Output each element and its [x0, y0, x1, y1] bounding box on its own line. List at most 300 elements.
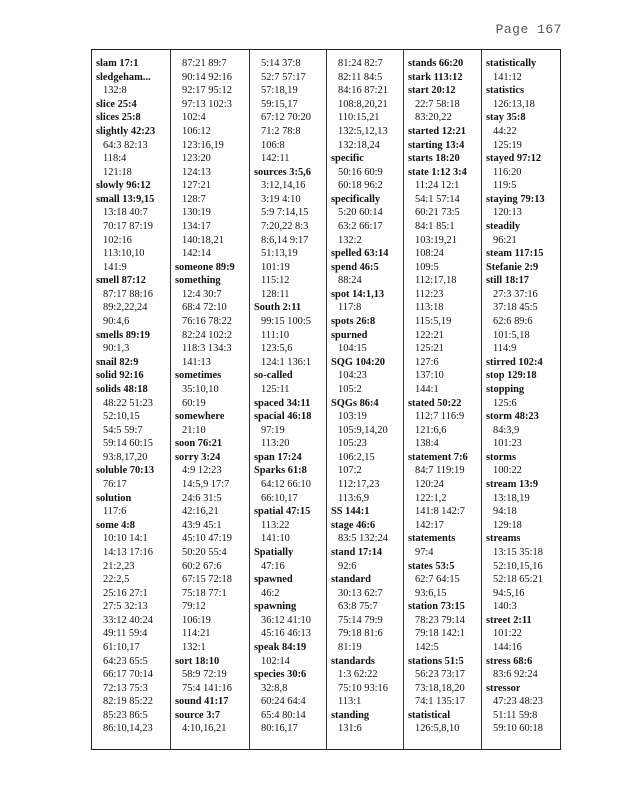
- index-reference: 134:17: [182, 221, 211, 232]
- index-term: specifically: [331, 193, 381, 205]
- index-term: state 1:12 3:4: [408, 166, 467, 178]
- index-reference: 102:16: [103, 234, 132, 246]
- index-reference: 64:12 66:10: [261, 479, 311, 490]
- index-reference: 65:4 80:14: [261, 709, 306, 721]
- index-reference: 21:10: [182, 424, 206, 436]
- index-term: street 2:11: [486, 614, 532, 626]
- index-reference: 47:16: [261, 560, 285, 572]
- index-reference: 108:8,20,21: [338, 98, 388, 110]
- index-reference: 8:6,14 9:17: [261, 234, 309, 246]
- index-reference: 48:22 51:23: [103, 397, 153, 409]
- index-reference: 101:5,18: [493, 329, 530, 341]
- index-reference: 112:17,18: [415, 275, 457, 287]
- index-reference: 117:8: [338, 302, 362, 314]
- index-reference: 63:2 66:17: [338, 221, 383, 232]
- index-reference: 142:11: [261, 153, 290, 165]
- index-reference: 97:4: [415, 546, 434, 558]
- index-reference: 68:4 72:10: [182, 302, 227, 314]
- index-reference: 112:7 116:9: [415, 411, 465, 423]
- index-reference: 115:5,19: [415, 316, 452, 327]
- index-term: soluble 70:13: [96, 465, 155, 477]
- index-reference: 5:14 37:8: [261, 58, 301, 69]
- index-reference: 71:2 78:8: [261, 125, 301, 137]
- page-number: Page 167: [495, 22, 562, 37]
- index-reference: 113:1: [338, 696, 362, 708]
- index-reference: 109:5: [415, 261, 439, 273]
- index-reference: 112:17,23: [338, 479, 380, 490]
- index-term: station 73:15: [408, 601, 465, 613]
- index-term: species 30:6: [254, 669, 307, 681]
- index-reference: 59:14 60:15: [103, 438, 153, 450]
- index-reference: 94:18: [493, 506, 517, 518]
- index-term: smell 87:12: [96, 275, 146, 287]
- index-reference: 140:3: [493, 601, 517, 613]
- index-reference: 50:16 60:9: [338, 166, 383, 178]
- index-reference: 102:4: [182, 112, 206, 124]
- index-reference: 132:8: [103, 85, 127, 97]
- index-reference: 106:2,15: [338, 451, 375, 463]
- index-reference: 115:12: [261, 275, 290, 287]
- index-term: spelled 63:14: [331, 248, 389, 260]
- index-reference: 83:20,22: [415, 112, 452, 124]
- index-reference: 75:14 79:9: [338, 614, 383, 626]
- index-reference: 14:5,9 17:7: [182, 479, 230, 490]
- index-reference: 61:10,17: [103, 641, 140, 653]
- index-term: stark 113:12: [408, 71, 463, 83]
- index-reference: 82:19 85:22: [103, 696, 153, 708]
- index-reference: 73:18,18,20: [415, 682, 465, 694]
- index-reference: 114:21: [182, 628, 211, 640]
- index-term: something: [175, 275, 221, 287]
- index-reference: 44:22: [493, 125, 517, 137]
- index-reference: 120:24: [415, 479, 444, 490]
- index-reference: 106:8: [261, 139, 285, 151]
- index-reference: 84:1 85:1: [415, 221, 455, 232]
- index-reference: 54:5 59:7: [103, 424, 143, 436]
- index-term: span 17:24: [254, 451, 302, 463]
- index-term: states 53:5: [408, 560, 455, 572]
- index-reference: 27:3 37:16: [493, 288, 538, 300]
- index-reference: 62:7 64:15: [415, 574, 460, 585]
- index-reference: 60:2 67:6: [182, 560, 222, 572]
- index-reference: 13:15 35:18: [493, 546, 543, 558]
- index-column-5: [403, 50, 482, 749]
- index-term: statistically: [486, 58, 537, 69]
- index-term: sorry 3:24: [175, 451, 221, 463]
- index-reference: 22:7 58:18: [415, 98, 460, 110]
- index-term: sound 41:17: [175, 696, 229, 708]
- index-reference: 32:8,8: [261, 682, 288, 694]
- index-term: stream 13:9: [486, 479, 539, 490]
- index-term: spacial 46:18: [254, 411, 312, 423]
- index-reference: 35:10,10: [182, 383, 219, 395]
- index-column-1: [92, 50, 170, 749]
- index-term: stay 35:8: [486, 112, 526, 124]
- index-term: solids 48:18: [96, 383, 148, 395]
- index-reference: 4:10,16,21: [182, 723, 227, 735]
- index-reference: 117:6: [103, 506, 127, 518]
- index-reference: 51:13,19: [261, 248, 298, 260]
- index-reference: 82:24 102:2: [182, 329, 232, 341]
- index-term: standards: [331, 655, 375, 667]
- index-reference: 64:23 65:5: [103, 655, 148, 667]
- index-term: SQG 104:20: [331, 356, 385, 368]
- index-reference: 54:1 57:14: [415, 193, 460, 205]
- index-reference: 13:18,19: [493, 492, 530, 504]
- index-term: specific: [331, 153, 364, 165]
- index-reference: 72:13 75:3: [103, 682, 148, 694]
- index-reference: 126:13,18: [493, 98, 535, 110]
- index-reference: 24:6 31:5: [182, 492, 222, 504]
- index-reference: 90:14 92:16: [182, 71, 232, 83]
- index-reference: 99:15 100:5: [261, 316, 311, 327]
- index-reference: 121:6,6: [415, 424, 447, 436]
- index-reference: 92:17 95:12: [182, 85, 232, 97]
- index-reference: 67:12 70:20: [261, 112, 311, 124]
- index-term: stated 50:22: [408, 397, 462, 409]
- index-reference: 101:19: [261, 261, 290, 273]
- index-reference: 93:8,17,20: [103, 451, 148, 463]
- index-reference: 101:22: [493, 628, 522, 640]
- index-term: spurned: [331, 329, 368, 341]
- index-term: storms: [486, 451, 517, 463]
- index-reference: 46:2: [261, 587, 280, 599]
- index-reference: 80:16,17: [261, 723, 298, 735]
- index-reference: 3:19 4:10: [261, 193, 301, 205]
- index-reference: 64:3 82:13: [103, 139, 148, 151]
- index-reference: 141:9: [103, 261, 127, 273]
- index-reference: 140:18,21: [182, 234, 224, 246]
- index-term: spawning: [254, 601, 297, 613]
- index-reference: 97:13 102:3: [182, 98, 232, 110]
- index-reference: 27:5 32:13: [103, 601, 148, 613]
- index-reference: 22:2,5: [103, 574, 130, 585]
- index-term: spawned: [254, 574, 293, 585]
- index-reference: 114:9: [493, 343, 517, 355]
- index-reference: 92:6: [338, 560, 357, 572]
- index-reference: 33:12 40:24: [103, 614, 153, 626]
- index-reference: 116:20: [493, 166, 522, 178]
- index-reference: 132:2: [338, 234, 362, 246]
- index-reference: 30:13 62:7: [338, 587, 383, 599]
- index-reference: 127:6: [415, 356, 439, 368]
- index-reference: 142:17: [415, 519, 444, 531]
- index-term: somewhere: [175, 411, 225, 423]
- index-reference: 14:13 17:16: [103, 546, 153, 558]
- index-term: spaced 34:11: [254, 397, 311, 409]
- index-reference: 90:1,3: [103, 343, 130, 355]
- index-reference: 137:10: [415, 370, 444, 382]
- index-reference: 123:20: [182, 153, 211, 165]
- index-term: snail 82:9: [96, 356, 139, 368]
- index-term: staying 79:13: [486, 193, 545, 205]
- index-reference: 60:18 96:2: [338, 180, 383, 192]
- index-reference: 76:17: [103, 479, 127, 490]
- index-term: slices 25:8: [96, 112, 141, 124]
- index-term: slam 17:1: [96, 58, 139, 69]
- index-term: start 20:12: [408, 85, 456, 97]
- index-column-4: [326, 50, 404, 749]
- index-reference: 60:21 73:5: [415, 207, 460, 219]
- index-term: some 4:8: [96, 519, 135, 531]
- index-reference: 25:16 27:1: [103, 587, 148, 599]
- index-term: sources 3:5,6: [254, 166, 311, 178]
- index-reference: 105:9,14,20: [338, 424, 388, 436]
- index-term: standing: [331, 709, 370, 721]
- index-reference: 86:10,14,23: [103, 723, 153, 735]
- index-reference: 50:20 55:4: [182, 546, 227, 558]
- index-reference: 81:19: [338, 641, 362, 653]
- index-reference: 132:1: [182, 641, 206, 653]
- index-term: spots 26:8: [331, 316, 376, 327]
- index-reference: 105:23: [338, 438, 367, 450]
- index-reference: 113:22: [261, 519, 290, 531]
- index-reference: 125:21: [415, 343, 444, 355]
- index-reference: 94:5,16: [493, 587, 525, 599]
- index-reference: 3:12,14,16: [261, 180, 306, 192]
- index-reference: 128:11: [261, 288, 290, 300]
- index-reference: 127:21: [182, 180, 211, 192]
- index-term: starting 13:4: [408, 139, 465, 151]
- index-term: small 13:9,15: [96, 193, 155, 205]
- index-reference: 124:13: [182, 166, 211, 178]
- index-term: someone 89:9: [175, 261, 235, 273]
- index-reference: 52:10,15,16: [493, 560, 543, 572]
- index-reference: 128:7: [182, 193, 206, 205]
- index-reference: 103:19,21: [415, 234, 457, 246]
- index-term: steam 117:15: [486, 248, 544, 260]
- index-term: sometimes: [175, 370, 222, 382]
- index-term: starts 18:20: [408, 153, 460, 165]
- index-term: stressor: [486, 682, 521, 694]
- index-reference: 112:23: [415, 288, 444, 300]
- index-term: stopping: [486, 383, 525, 395]
- index-reference: 5:20 60:14: [338, 207, 383, 219]
- index-reference: 126:5,8,10: [415, 723, 460, 735]
- index-reference: 82:11 84:5: [338, 71, 383, 83]
- index-reference: 132:5,12,13: [338, 125, 388, 137]
- index-reference: 122:1,2: [415, 492, 447, 504]
- index-reference: 118:3 134:3: [182, 343, 232, 355]
- index-term: stop 129:18: [486, 370, 537, 382]
- index-reference: 119:5: [493, 180, 517, 192]
- index-term: statistics: [486, 85, 525, 97]
- index-reference: 74:1 135:17: [415, 696, 465, 708]
- index-reference: 138:4: [415, 438, 439, 450]
- index-reference: 62:6 89:6: [493, 316, 533, 327]
- index-reference: 93:6,15: [415, 587, 447, 599]
- index-term: slice 25:4: [96, 98, 137, 110]
- index-reference: 123:5,6: [261, 343, 293, 355]
- index-reference: 96:21: [493, 234, 517, 246]
- index-reference: 43:9 45:1: [182, 519, 222, 531]
- index-reference: 37:18 45:5: [493, 302, 538, 314]
- index-term: statement 7:6: [408, 451, 468, 463]
- index-reference: 88:24: [338, 275, 362, 287]
- index-reference: 142:14: [182, 248, 211, 260]
- index-reference: 76:16 78:22: [182, 316, 232, 327]
- index-reference: 75:4 141:16: [182, 682, 232, 694]
- index-reference: 118:4: [103, 153, 127, 165]
- index-reference: 60:24 64:4: [261, 696, 306, 708]
- index-reference: 79:18 142:1: [415, 628, 465, 640]
- index-reference: 87:21 89:7: [182, 58, 227, 69]
- index-reference: 121:18: [103, 166, 132, 178]
- index-reference: 108:24: [415, 248, 444, 260]
- index-term: stand 17:14: [331, 546, 383, 558]
- index-term: still 18:17: [486, 275, 530, 287]
- index-term: streams: [486, 533, 521, 545]
- index-reference: 45:10 47:19: [182, 533, 232, 545]
- index-term: stress 68:6: [486, 655, 533, 667]
- index-term: South 2:11: [254, 302, 302, 314]
- index-term: spend 46:5: [331, 261, 379, 273]
- index-term: solution: [96, 492, 132, 504]
- index-term: soon 76:21: [175, 438, 223, 450]
- index-reference: 36:12 41:10: [261, 614, 311, 626]
- index-term: smells 89:19: [96, 329, 150, 341]
- index-reference: 101:23: [493, 438, 522, 450]
- index-reference: 130:19: [182, 207, 211, 219]
- index-reference: 141:12: [493, 71, 522, 83]
- index-reference: 83:6 92:24: [493, 669, 538, 681]
- index-column-3: [249, 50, 327, 749]
- index-reference: 144:1: [415, 383, 439, 395]
- index-reference: 42:16,21: [182, 506, 219, 518]
- index-term: stations 51:5: [408, 655, 464, 667]
- index-reference: 45:16 46:13: [261, 628, 311, 640]
- index-reference: 5:9 7:14,15: [261, 207, 309, 219]
- index-term: sort 18:10: [175, 655, 220, 667]
- index-term: Sparks 61:8: [254, 465, 307, 477]
- index-reference: 57:18,19: [261, 85, 298, 97]
- index-reference: 141:10: [261, 533, 290, 545]
- index-reference: 97:19: [261, 424, 285, 436]
- index-reference: 90:4,6: [103, 316, 130, 327]
- index-term: SS 144:1: [331, 506, 370, 518]
- index-reference: 113:6,9: [338, 492, 370, 504]
- index-term: steadily: [486, 221, 521, 232]
- index-term: spot 14:1,13: [331, 288, 385, 300]
- index-reference: 83:5 132:24: [338, 533, 388, 545]
- index-reference: 113:20: [261, 438, 290, 450]
- index-reference: 51:11 59:8: [493, 709, 538, 721]
- index-term: stands 66:20: [408, 58, 464, 69]
- index-reference: 123:16,19: [182, 139, 224, 151]
- index-reference: 47:23 48:23: [493, 696, 543, 708]
- index-term: stage 46:6: [331, 519, 376, 531]
- index-reference: 125:11: [261, 383, 290, 395]
- index-reference: 4:9 12:23: [182, 465, 222, 477]
- index-term: Spatially: [254, 546, 294, 558]
- index-term: spatial 47:15: [254, 506, 311, 518]
- index-reference: 13:18 40:7: [103, 207, 148, 219]
- index-reference: 52:10,15: [103, 411, 140, 423]
- index-reference: 111:10: [261, 329, 290, 341]
- index-term: statistical: [408, 709, 451, 721]
- index-reference: 113:18: [415, 302, 444, 314]
- index-reference: 56:23 73:17: [415, 669, 465, 681]
- index-reference: 59:15,17: [261, 98, 298, 110]
- index-term: slightly 42:23: [96, 125, 156, 137]
- index-reference: 12:4 30:7: [182, 288, 222, 300]
- index-reference: 75:18 77:1: [182, 587, 227, 599]
- index-reference: 66:10,17: [261, 492, 298, 504]
- index-reference: 131:6: [338, 723, 362, 735]
- index-reference: 52:7 57:17: [261, 71, 306, 83]
- index-reference: 78:23 79:14: [415, 614, 465, 626]
- index-term: statements: [408, 533, 456, 545]
- index-reference: 104:15: [338, 343, 367, 355]
- index-reference: 125:6: [493, 397, 517, 409]
- index-reference: 84:7 119:19: [415, 465, 465, 477]
- index-term: source 3:7: [175, 709, 221, 721]
- index-reference: 106:12: [182, 125, 211, 137]
- index-reference: 125:19: [493, 139, 522, 151]
- index-reference: 67:15 72:18: [182, 574, 232, 585]
- index-reference: 75:10 93:16: [338, 682, 388, 694]
- index-reference: 89:2,22,24: [103, 302, 148, 314]
- index-reference: 120:13: [493, 207, 522, 219]
- index-reference: 59:10 60:18: [493, 723, 543, 735]
- index-reference: 141:13: [182, 356, 211, 368]
- index-term: speak 84:19: [254, 641, 307, 653]
- index-term: sledgeham...: [96, 71, 151, 83]
- index-reference: 106:19: [182, 614, 211, 626]
- index-reference: 105:2: [338, 383, 362, 395]
- index-reference: 81:24 82:7: [338, 58, 383, 69]
- index-reference: 79:12: [182, 601, 206, 613]
- index-column-6: [481, 50, 561, 749]
- index-reference: 122:21: [415, 329, 444, 341]
- index-term: Stefanie 2:9: [486, 261, 539, 273]
- index-reference: 63:8 75:7: [338, 601, 378, 613]
- index-reference: 21:2,23: [103, 560, 135, 572]
- word-index-table: [91, 49, 561, 750]
- index-term: stayed 97:12: [486, 153, 542, 165]
- index-reference: 100:22: [493, 465, 522, 477]
- index-reference: 104:23: [338, 370, 367, 382]
- index-reference: 141:8 142:7: [415, 506, 465, 518]
- index-reference: 11:24 12:1: [415, 180, 460, 192]
- index-reference: 49:11 59:4: [103, 628, 148, 640]
- index-reference: 124:1 136:1: [261, 356, 311, 368]
- index-reference: 84:3,9: [493, 424, 520, 436]
- index-reference: 84:16 87:21: [338, 85, 388, 97]
- index-term: solid 92:16: [96, 370, 144, 382]
- index-term: storm 48:23: [486, 411, 539, 423]
- index-reference: 52:18 65:21: [493, 574, 543, 585]
- index-term: slowly 96:12: [96, 180, 151, 192]
- index-term: standard: [331, 574, 371, 585]
- index-reference: 79:18 81:6: [338, 628, 383, 640]
- index-reference: 58:9 72:19: [182, 669, 227, 681]
- index-reference: 60:19: [182, 397, 206, 409]
- index-reference: 87:17 88:16: [103, 288, 153, 300]
- index-column-2: [170, 50, 250, 749]
- index-reference: 107:2: [338, 465, 362, 477]
- index-reference: 110:15,21: [338, 112, 380, 124]
- index-reference: 129:18: [493, 519, 522, 531]
- index-reference: 103:19: [338, 411, 367, 423]
- index-reference: 85:23 86:5: [103, 709, 148, 721]
- index-term: SQGs 86:4: [331, 397, 379, 409]
- index-reference: 70:17 87:19: [103, 221, 153, 232]
- index-reference: 132:18,24: [338, 139, 380, 151]
- index-term: stirred 102:4: [486, 356, 543, 368]
- index-reference: 142:5: [415, 641, 439, 653]
- index-reference: 66:17 70:14: [103, 669, 153, 681]
